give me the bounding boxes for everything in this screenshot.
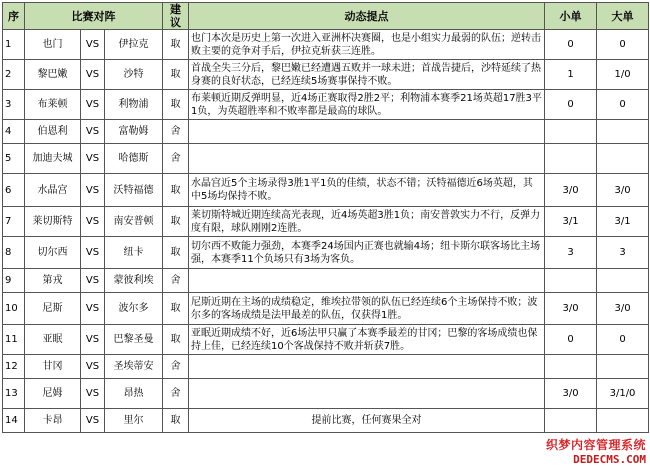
home-team: 布莱顿: [25, 90, 81, 120]
small-bet: 3: [545, 237, 597, 269]
table-row: [3, 174, 649, 207]
row-seq: 3: [3, 90, 25, 120]
big-bet: [597, 355, 649, 379]
table-row: [3, 269, 649, 293]
suggestion: 取: [163, 207, 189, 237]
away-team: 沃特福德: [105, 174, 163, 207]
row-seq: 14: [3, 409, 25, 433]
table-row: [3, 325, 649, 355]
table-row: [3, 237, 649, 269]
row-seq: 5: [3, 144, 25, 174]
home-team: 也门: [25, 30, 81, 60]
small-bet: 0: [545, 90, 597, 120]
big-bet: 3/1: [597, 207, 649, 237]
big-bet: 1/0: [597, 60, 649, 90]
home-team: 黎巴嫩: [25, 60, 81, 90]
vs-label: VS: [81, 293, 105, 325]
table-row: [3, 355, 649, 379]
note-text: [189, 355, 545, 379]
note-text: [189, 269, 545, 293]
row-seq: 13: [3, 379, 25, 409]
note-text: 布莱顿近期反弹明显，近4场正赛取得2胜2平；利物浦本赛季21场英超17胜3平1负，为英超胜率和不败率都是最高的球队。: [189, 90, 545, 120]
header-notes: 动态提点: [189, 3, 545, 30]
suggestion: 取: [163, 409, 189, 433]
row-seq: 8: [3, 237, 25, 269]
home-team: 水晶宫: [25, 174, 81, 207]
vs-label: VS: [81, 237, 105, 269]
suggestion: 取: [163, 90, 189, 120]
small-bet: [545, 269, 597, 293]
vs-label: VS: [81, 355, 105, 379]
note-text: [189, 379, 545, 409]
away-team: 波尔多: [105, 293, 163, 325]
suggestion: 舍: [163, 269, 189, 293]
suggestion: 取: [163, 60, 189, 90]
home-team: 莱切斯特: [25, 207, 81, 237]
away-team: 昂热: [105, 379, 163, 409]
row-seq: 12: [3, 355, 25, 379]
suggestion: 舍: [163, 355, 189, 379]
away-team: 蒙彼利埃: [105, 269, 163, 293]
note-text: 也门本次是历史上第一次进入亚洲杯决赛圈，也是小组实力最弱的队伍；逆转击败主要的竞争对手后，伊拉克斩获三连胜。: [189, 30, 545, 60]
row-seq: 7: [3, 207, 25, 237]
note-text: 切尔西不败能力强劲，本赛季24场国内正赛也就输4场；纽卡斯尔联客场比主场强，本赛季11个负场只有3场为客负。: [189, 237, 545, 269]
away-team: 伊拉克: [105, 30, 163, 60]
betting-table: [2, 2, 649, 433]
small-bet: [545, 355, 597, 379]
away-team: 纽卡: [105, 237, 163, 269]
away-team: 南安普顿: [105, 207, 163, 237]
away-team: 巴黎圣曼: [105, 325, 163, 355]
big-bet: 0: [597, 325, 649, 355]
note-text: [189, 144, 545, 174]
big-bet: [597, 120, 649, 144]
table-row: [3, 293, 649, 325]
home-team: 尼姆: [25, 379, 81, 409]
home-team: 亚眠: [25, 325, 81, 355]
table-row: [3, 409, 649, 433]
suggestion: 取: [163, 237, 189, 269]
row-seq: 4: [3, 120, 25, 144]
suggestion: 舍: [163, 379, 189, 409]
home-team: 第戎: [25, 269, 81, 293]
vs-label: VS: [81, 174, 105, 207]
row-seq: 1: [3, 30, 25, 60]
big-bet: 3: [597, 237, 649, 269]
header-suggest: 建议: [163, 3, 189, 30]
suggestion: 舍: [163, 120, 189, 144]
small-bet: [545, 120, 597, 144]
note-text: 尼斯近期在主场的成绩稳定，维埃拉带领的队伍已经连续6个主场保持不败；波尔多的客场成绩是法甲最差的队伍，仅获得1胜。: [189, 293, 545, 325]
watermark-logo: [508, 438, 646, 468]
table-row: [3, 144, 649, 174]
vs-label: VS: [81, 207, 105, 237]
big-bet: 0: [597, 30, 649, 60]
big-bet: 3/0: [597, 293, 649, 325]
header-match: 比赛对阵: [25, 3, 163, 30]
table-row: [3, 90, 649, 120]
row-seq: 6: [3, 174, 25, 207]
home-team: 加迪夫城: [25, 144, 81, 174]
small-bet: [545, 409, 597, 433]
small-bet: 0: [545, 325, 597, 355]
big-bet: 3/0: [597, 174, 649, 207]
table-row: [3, 60, 649, 90]
header-small: 小单: [545, 3, 597, 30]
away-team: 富勒姆: [105, 120, 163, 144]
small-bet: 3/0: [545, 174, 597, 207]
home-team: 卡昂: [25, 409, 81, 433]
vs-label: VS: [81, 120, 105, 144]
watermark-line2: DEDECMS.COM: [573, 453, 646, 466]
note-text: 提前比赛，任何赛果全对: [189, 409, 545, 433]
row-seq: 10: [3, 293, 25, 325]
header-seq: 序: [3, 3, 25, 30]
small-bet: 3/1: [545, 207, 597, 237]
small-bet: 3/0: [545, 379, 597, 409]
away-team: 沙特: [105, 60, 163, 90]
big-bet: [597, 269, 649, 293]
home-team: 伯恩利: [25, 120, 81, 144]
table-row: [3, 207, 649, 237]
big-bet: 3/1/0: [597, 379, 649, 409]
table-row: [3, 379, 649, 409]
suggestion: 取: [163, 325, 189, 355]
away-team: 哈德斯: [105, 144, 163, 174]
away-team: 圣埃蒂安: [105, 355, 163, 379]
home-team: 尼斯: [25, 293, 81, 325]
suggestion: 取: [163, 174, 189, 207]
suggestion: 取: [163, 30, 189, 60]
vs-label: VS: [81, 269, 105, 293]
small-bet: 1: [545, 60, 597, 90]
row-seq: 2: [3, 60, 25, 90]
vs-label: VS: [81, 30, 105, 60]
big-bet: 0: [597, 90, 649, 120]
small-bet: 3/0: [545, 293, 597, 325]
note-text: 首战全失三分后，黎巴嫩已经遭遇五败并一球未进；首战告捷后，沙特延续了热身赛的良好状态，已经连续5场赛事保持不败。: [189, 60, 545, 90]
vs-label: VS: [81, 60, 105, 90]
note-text: [189, 120, 545, 144]
note-text: 水晶宫近5个主场录得3胜1平1负的佳绩，状态不错；沃特福德近6场英超，其中5场均保持不败。: [189, 174, 545, 207]
suggestion: 舍: [163, 144, 189, 174]
big-bet: [597, 144, 649, 174]
small-bet: [545, 144, 597, 174]
vs-label: VS: [81, 144, 105, 174]
small-bet: 0: [545, 30, 597, 60]
row-seq: 9: [3, 269, 25, 293]
suggestion: 取: [163, 293, 189, 325]
watermark-line1: 织梦内容管理系统: [545, 438, 646, 452]
vs-label: VS: [81, 409, 105, 433]
header-big: 大单: [597, 3, 649, 30]
header-row: [3, 3, 649, 30]
note-text: 亚眠近期成绩不好，近6场法甲只赢了本赛季最差的甘冈；巴黎的客场成绩也保持上佳，已经连续10个客战保持不败并斩获7胜。: [189, 325, 545, 355]
away-team: 利物浦: [105, 90, 163, 120]
home-team: 甘冈: [25, 355, 81, 379]
vs-label: VS: [81, 325, 105, 355]
row-seq: 11: [3, 325, 25, 355]
home-team: 切尔西: [25, 237, 81, 269]
vs-label: VS: [81, 379, 105, 409]
table-row: [3, 30, 649, 60]
note-text: 莱切斯特城近期连续高光表现，近4场英超3胜1负；南安普敦实力不行，反弹力度有限，球队刚刚2连胜。: [189, 207, 545, 237]
away-team: 里尔: [105, 409, 163, 433]
table-row: [3, 120, 649, 144]
vs-label: VS: [81, 90, 105, 120]
big-bet: [597, 409, 649, 433]
